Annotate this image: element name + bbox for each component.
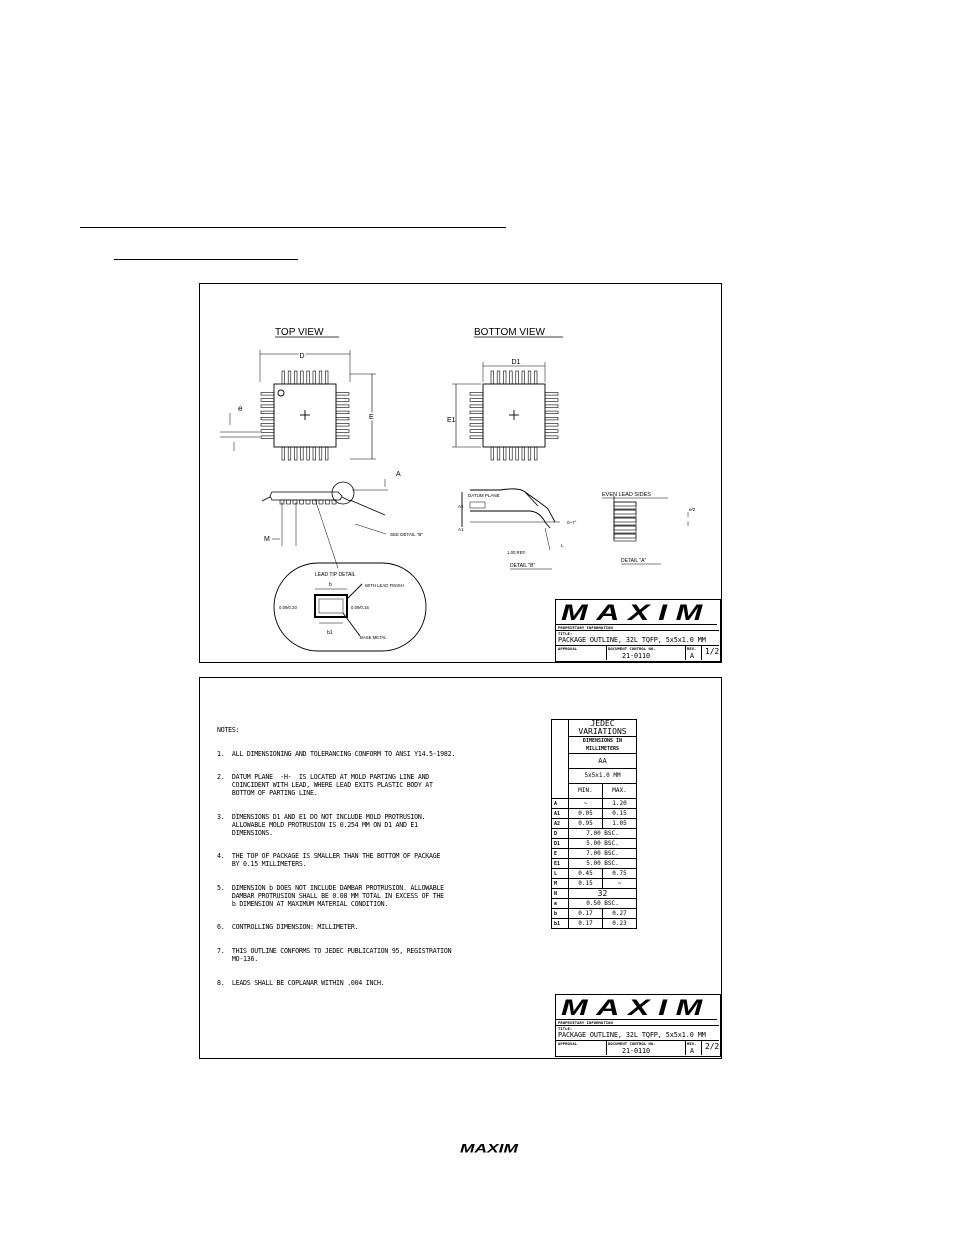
dim-ref: 1.00 REF. xyxy=(507,550,526,555)
jedec-max: 1.05 xyxy=(603,819,637,829)
dim-d: D xyxy=(299,353,305,360)
jedec-min: 0.15 xyxy=(569,879,603,889)
package-lead xyxy=(301,447,304,460)
title-label: TITLE: xyxy=(558,1026,573,1031)
jedec-row xyxy=(552,869,637,879)
dim-l: L xyxy=(561,543,564,548)
jedec-row xyxy=(552,879,637,889)
package-lead xyxy=(545,411,558,414)
jedec-value: 7.00 BSC. xyxy=(569,829,637,839)
maxim-logo xyxy=(556,600,717,625)
header-rule xyxy=(80,227,506,228)
package-lead xyxy=(307,371,310,384)
package-lead xyxy=(614,502,636,509)
dim-e1: E1 xyxy=(447,417,456,424)
notes-block xyxy=(217,711,517,1004)
package-lead xyxy=(301,371,304,384)
package-lead xyxy=(545,405,558,408)
sheet-number: 1/2 xyxy=(705,647,720,656)
jedec-symbol: N xyxy=(552,889,569,899)
package-lead xyxy=(614,518,636,525)
maxim-logo-text: MAXIM xyxy=(561,600,711,624)
note-7: 7. THIS OUTLINE CONFORMS TO JEDEC PUBLICATION 95, REGISTRATION MO-136. xyxy=(217,947,452,964)
package-lead xyxy=(336,424,349,427)
package-lead xyxy=(470,436,483,439)
jedec-min: 0.05 xyxy=(569,809,603,819)
package-lead xyxy=(510,371,513,384)
package-lead xyxy=(470,411,483,414)
package-lead xyxy=(491,447,494,460)
drawing-sheet-1 xyxy=(199,283,722,663)
package-lead xyxy=(336,430,349,433)
package-lead xyxy=(614,526,636,533)
package-lead xyxy=(294,371,297,384)
jedec-row xyxy=(552,799,637,809)
footer-maxim-logo xyxy=(459,1141,519,1153)
package-lead xyxy=(614,518,636,522)
jedec-value: 5.00 BSC. xyxy=(569,839,637,849)
jedec-row xyxy=(552,909,637,919)
jedec-row xyxy=(552,859,637,869)
package-lead xyxy=(293,500,297,504)
note-3: 3. DIMENSIONS D1 AND E1 DO NOT INCLUDE MOLD PROTRUSION. ALLOWABLE MOLD PROTRUSION IS 0.254 MM ON D1 AND E1 DIMENSIONS. xyxy=(217,812,426,837)
package-lead xyxy=(516,447,519,460)
package-lead xyxy=(336,399,349,402)
package-lead xyxy=(336,417,349,420)
rev-label: REV. xyxy=(687,646,697,651)
rev-value: A xyxy=(690,652,694,660)
package-lead xyxy=(282,447,285,460)
package-lead xyxy=(287,500,291,504)
package-lead xyxy=(306,500,310,504)
note-5: 5. DIMENSION b DOES NOT INCLUDE DAMBAR PROTRUSION. ALLOWABLE DAMBAR PROTRUSION SHALL BE 0.08 MM TOTAL IN EXCESS OF THE b DIMENSION AT MAXIMUM MATERIAL CONDITION. xyxy=(217,883,444,908)
package-lead xyxy=(522,447,525,460)
package-lead xyxy=(528,371,531,384)
jedec-symbol: b xyxy=(552,909,569,919)
sheet-number: 2/2 xyxy=(705,1042,720,1051)
datum-plane-label: DATUM PLANE xyxy=(468,493,500,498)
jedec-symbol: M xyxy=(552,879,569,889)
jedec-symbol: A1 xyxy=(552,809,569,819)
subheader-rule xyxy=(114,259,298,260)
approval-label: APPROVAL xyxy=(558,1041,578,1046)
jedec-package: 5x5x1.0 MM xyxy=(569,769,637,784)
package-lead xyxy=(545,399,558,402)
package-lead xyxy=(336,405,349,408)
jedec-max: 0.75 xyxy=(603,869,637,879)
rev-value: A xyxy=(690,1047,694,1055)
jedec-min: 0.45 xyxy=(569,869,603,879)
package-lead xyxy=(325,371,328,384)
jedec-min: 0.95 xyxy=(569,819,603,829)
jedec-symbol: D1 xyxy=(552,839,569,849)
note-2: 2. DATUM PLANE -H- IS LOCATED AT MOLD PARTING LINE AND COINCIDENT WITH LEAD, WHERE LEAD EXITS PLASTIC BODY AT BOTTOM OF PARTING LINE. xyxy=(217,773,433,798)
jedec-value: 0.50 BSC. xyxy=(569,899,637,909)
jedec-value: 32 xyxy=(569,889,637,899)
package-lead xyxy=(261,399,274,402)
jedec-symbol: A xyxy=(552,799,569,809)
package-lead xyxy=(261,411,274,414)
jedec-units: DIMENSIONS IN MILLIMETERS xyxy=(569,737,637,754)
jedec-symbol: D xyxy=(552,829,569,839)
dim-d1: D1 xyxy=(511,359,521,366)
maxim-logo-mark xyxy=(556,600,717,624)
rev-label: REV. xyxy=(687,1041,697,1046)
package-lead xyxy=(325,447,328,460)
package-lead xyxy=(614,526,636,530)
jedec-max: 0.15 xyxy=(603,809,637,819)
note-8: 8. LEADS SHALL BE COPLANAR WITHIN .004 INCH. xyxy=(217,978,385,987)
top-view-label: TOP VIEW xyxy=(275,327,324,338)
maxim-logo xyxy=(556,995,717,1020)
jedec-max: 0.27 xyxy=(603,909,637,919)
dim-theta: 0~7° xyxy=(567,520,577,525)
dim-e: E xyxy=(369,414,374,421)
package-lead xyxy=(510,447,513,460)
jedec-row xyxy=(552,849,637,859)
package-lead xyxy=(614,510,636,514)
package-lead xyxy=(261,430,274,433)
package-lead xyxy=(336,436,349,439)
package-lead xyxy=(534,371,537,384)
jedec-symbol: b1 xyxy=(552,919,569,929)
package-lead xyxy=(491,371,494,384)
jedec-row xyxy=(552,919,637,929)
package-lead xyxy=(313,371,316,384)
package-lead xyxy=(319,447,322,460)
dim-e2: e/2 xyxy=(689,507,696,512)
even-lead-sides: EVEN LEAD SIDES xyxy=(602,492,651,498)
jedec-row xyxy=(552,899,637,909)
jedec-title: JEDEC VARIATIONS xyxy=(569,720,637,737)
note-1: 1. ALL DIMENSIONING AND TOLERANCING CONFORM TO ANSI Y14.5-1982. xyxy=(217,749,456,758)
jedec-symbol: L xyxy=(552,869,569,879)
package-lead xyxy=(288,447,291,460)
package-lead xyxy=(497,371,500,384)
package-lead xyxy=(319,500,323,504)
package-lead xyxy=(516,371,519,384)
detail-a-label: DETAIL "A" xyxy=(621,558,647,564)
package-lead xyxy=(534,447,537,460)
package-lead xyxy=(503,371,506,384)
jedec-max-header: MAX. xyxy=(603,784,637,799)
note-4: 4. THE TOP OF PACKAGE IS SMALLER THAN THE BOTTOM OF PACKAGE BY 0.15 MILLIMETERS. xyxy=(217,852,441,869)
jedec-min-header: MIN. xyxy=(569,784,603,799)
lead-left-dim: 0.09/0.20 xyxy=(279,605,297,610)
title-block-2 xyxy=(555,994,721,1057)
package-lead xyxy=(545,430,558,433)
package-lead xyxy=(470,405,483,408)
package-lead xyxy=(545,436,558,439)
jedec-max: 0.23 xyxy=(603,919,637,929)
lead-right-dim: 0.09/0.16 xyxy=(351,605,369,610)
package-title: PACKAGE OUTLINE, 32L TQFP, 5x5x1.0 MM xyxy=(558,1031,706,1039)
jedec-row xyxy=(552,809,637,819)
bottom-view-label: BOTTOM VIEW xyxy=(474,327,545,338)
package-lead xyxy=(319,371,322,384)
jedec-row xyxy=(552,829,637,839)
package-lead xyxy=(261,417,274,420)
jedec-row xyxy=(552,839,637,849)
package-lead xyxy=(261,405,274,408)
proprietary-label: PROPRIETARY INFORMATION xyxy=(558,625,613,630)
jedec-symbol: E1 xyxy=(552,859,569,869)
jedec-min: 0.17 xyxy=(569,909,603,919)
lead-tip-detail-label: LEAD TIP DETAIL xyxy=(315,572,356,578)
package-lead xyxy=(336,411,349,414)
package-lead xyxy=(470,399,483,402)
dim-b: b xyxy=(329,582,332,588)
package-lead xyxy=(261,424,274,427)
see-detail-b: SEE DETAIL "B" xyxy=(390,532,423,537)
title-label: TITLE: xyxy=(558,631,573,636)
package-lead xyxy=(470,430,483,433)
package-lead xyxy=(545,393,558,396)
dim-a2: A2 xyxy=(458,504,464,509)
jedec-max: ~ xyxy=(603,879,637,889)
jedec-variant: AA xyxy=(569,754,637,769)
package-lead xyxy=(470,393,483,396)
doc-control-label: DOCUMENT CONTROL NO. xyxy=(608,646,656,651)
approval-label: APPROVAL xyxy=(558,646,578,651)
package-lead xyxy=(614,510,636,517)
proprietary-label: PROPRIETARY INFORMATION xyxy=(558,1020,613,1025)
jedec-symbol: E xyxy=(552,849,569,859)
base-metal: BASE METAL xyxy=(360,635,387,640)
package-lead xyxy=(300,500,304,504)
jedec-min: ~ xyxy=(569,799,603,809)
package-lead xyxy=(497,447,500,460)
package-lead xyxy=(470,424,483,427)
package-lead xyxy=(307,447,310,460)
doc-number: 21-0110 xyxy=(622,1047,650,1055)
package-lead xyxy=(294,447,297,460)
footer-logo-text: MAXIM xyxy=(460,1143,519,1154)
package-lead xyxy=(503,447,506,460)
doc-number: 21-0110 xyxy=(622,652,650,660)
detail-b xyxy=(462,489,560,550)
package-title: PACKAGE OUTLINE, 32L TQFP, 5x5x1.0 MM xyxy=(558,636,706,644)
package-lead xyxy=(288,371,291,384)
notes-title: NOTES: xyxy=(217,725,240,734)
side-view xyxy=(262,482,385,515)
title-block-1 xyxy=(555,599,721,662)
package-lead xyxy=(313,447,316,460)
jedec-table xyxy=(551,719,637,929)
dim-m: M xyxy=(264,536,270,543)
dim-pitch: e xyxy=(238,404,243,413)
dim-a1: A1 xyxy=(458,527,464,532)
dim-b1: b1 xyxy=(327,630,333,636)
with-lead-finish: WITH LEAD FINISH xyxy=(365,583,404,588)
package-lead xyxy=(614,534,636,538)
package-lead xyxy=(545,424,558,427)
dim-a: A xyxy=(396,471,401,478)
maxim-logo-mark xyxy=(556,995,717,1019)
jedec-row xyxy=(552,819,637,829)
detail-b-label: DETAIL "B" xyxy=(510,563,536,569)
package-lead xyxy=(470,417,483,420)
package-lead xyxy=(326,500,330,504)
note-6: 6. CONTROLLING DIMENSION: MILLIMETER. xyxy=(217,923,359,932)
doc-control-label: DOCUMENT CONTROL NO. xyxy=(608,1041,656,1046)
package-lead xyxy=(522,371,525,384)
footer-logo-mark xyxy=(459,1142,519,1154)
package-lead xyxy=(261,436,274,439)
jedec-max: 1.20 xyxy=(603,799,637,809)
package-lead xyxy=(528,447,531,460)
top-view-body xyxy=(261,371,349,460)
jedec-value: 7.00 BSC. xyxy=(569,849,637,859)
jedec-value: 5.00 BSC. xyxy=(569,859,637,869)
jedec-symbol: e xyxy=(552,899,569,909)
package-lead xyxy=(614,534,636,541)
jedec-min: 0.17 xyxy=(569,919,603,929)
package-lead xyxy=(336,393,349,396)
package-lead xyxy=(614,502,636,506)
package-lead xyxy=(261,393,274,396)
package-lead xyxy=(545,417,558,420)
jedec-row xyxy=(552,889,637,899)
bottom-view-body xyxy=(470,371,558,460)
detail-a xyxy=(614,496,636,541)
package-lead xyxy=(282,371,285,384)
jedec-symbol: A2 xyxy=(552,819,569,829)
drawing-sheet-2 xyxy=(199,677,722,1059)
maxim-logo-text: MAXIM xyxy=(561,995,711,1019)
